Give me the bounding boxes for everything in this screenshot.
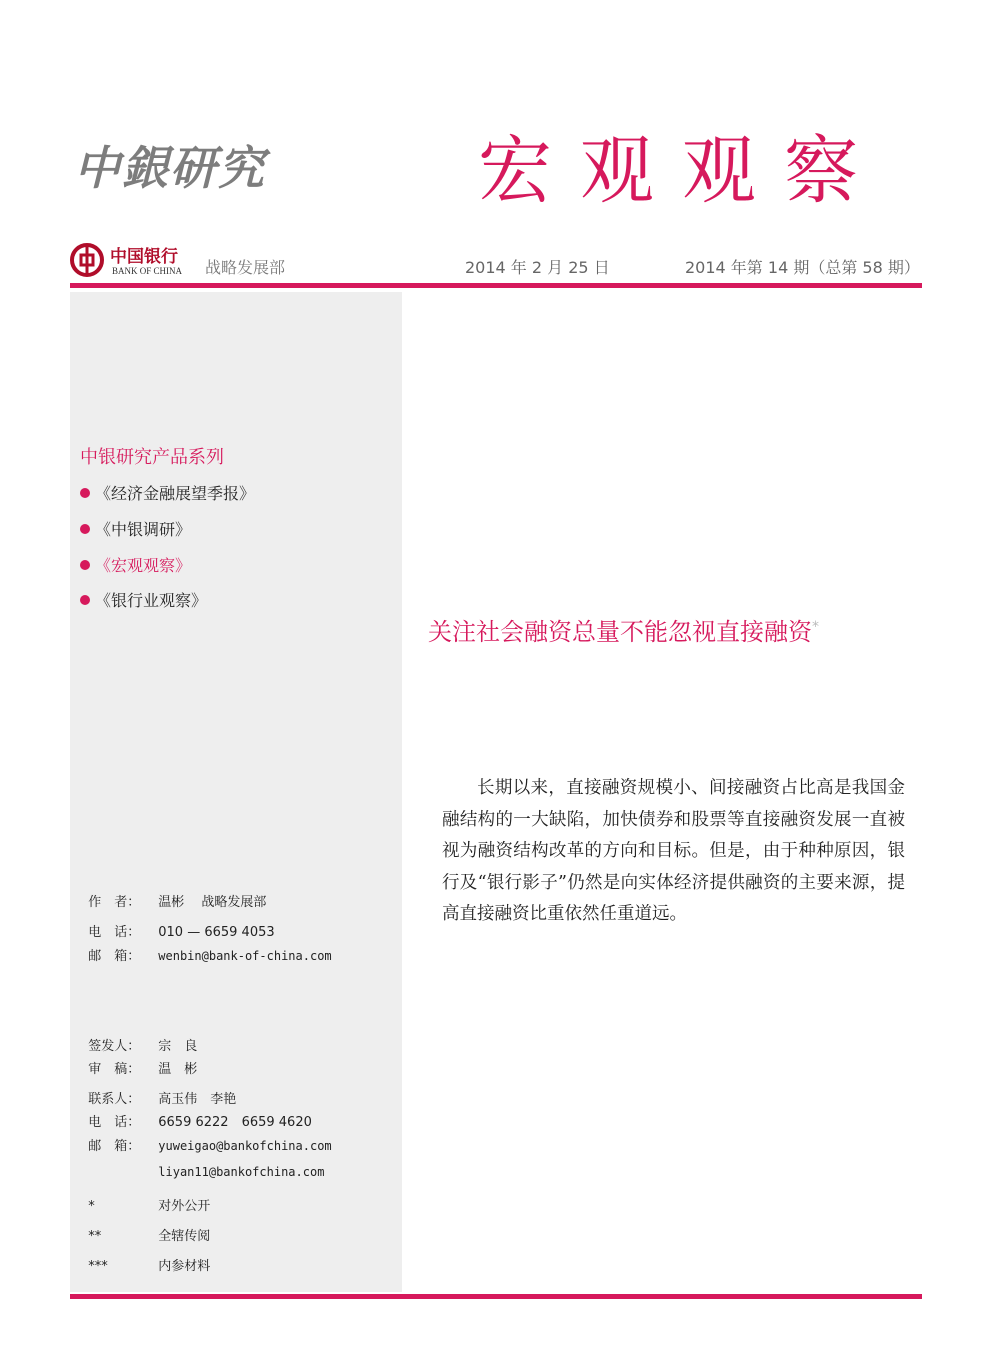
phone-key: 电 话： <box>88 925 141 940</box>
bullet-icon <box>80 488 90 498</box>
report-title: 宏观观察 <box>478 128 886 214</box>
series-item-active <box>80 553 191 576</box>
bullet-icon <box>80 595 90 605</box>
series-item-label: 《中银调研》 <box>95 520 192 539</box>
bank-name-en: BANK OF CHINA <box>112 266 183 276</box>
issue-number: 2014 年第 14 期（总第 58 期） <box>685 258 920 277</box>
series-item-label: 《宏观观察》 <box>95 556 192 575</box>
contact-email-row-2 <box>80 1150 324 1180</box>
series-item <box>80 588 207 611</box>
title-footnote-mark: * <box>812 619 819 635</box>
bullet-icon <box>80 524 90 534</box>
classification-label: 全辖传阅 <box>158 1229 211 1244</box>
footer-divider <box>70 1294 922 1299</box>
phone-value: 010 — 6659 4053 <box>158 925 275 940</box>
classification-mark: *** <box>88 1259 108 1274</box>
classification-row <box>80 1210 210 1244</box>
article-title-text: 关注社会融资总量不能忽视直接融资 <box>428 618 812 646</box>
classification-row <box>80 1180 210 1214</box>
phone-key: 电 话： <box>88 1115 141 1130</box>
series-item <box>80 481 255 504</box>
classification-mark: ** <box>88 1229 102 1244</box>
department-label: 战略发展部 <box>205 258 286 277</box>
email-link[interactable]: wenbin@bank-of-china.com <box>158 949 332 963</box>
author-value: 温彬 战略发展部 <box>158 895 267 910</box>
author-row <box>80 876 266 910</box>
signer-key: 签发人： <box>88 1039 141 1054</box>
bank-name-cn: 中国银行 <box>110 247 178 267</box>
phone-value: 6659 6222 6659 4620 <box>158 1115 312 1130</box>
classification-label: 内参材料 <box>158 1259 211 1274</box>
author-key: 作 者： <box>88 895 141 910</box>
email-link[interactable]: yuweigao@bankofchina.com <box>158 1139 332 1153</box>
email-link[interactable]: liyan11@bankofchina.com <box>158 1165 325 1179</box>
email-key: 邮 箱： <box>88 1139 141 1154</box>
email-key: 邮 箱： <box>88 949 141 964</box>
reviewer-row <box>80 1043 197 1077</box>
author-email-row <box>80 930 332 964</box>
series-item <box>80 517 191 540</box>
classification-label: 对外公开 <box>158 1199 211 1214</box>
contact-email-row <box>80 1120 332 1154</box>
series-item-label: 《经济金融展望季报》 <box>95 484 256 503</box>
contact-key: 联系人： <box>88 1092 141 1107</box>
contact-value: 高玉伟 李艳 <box>158 1092 237 1107</box>
reviewer-value: 温 彬 <box>158 1062 198 1077</box>
signer-value: 宗 良 <box>158 1039 198 1054</box>
classification-row <box>80 1240 210 1274</box>
reviewer-key: 审 稿： <box>88 1062 141 1077</box>
header-divider <box>70 283 922 288</box>
bullet-icon <box>80 560 90 570</box>
series-heading: 中银研究产品系列 <box>80 447 224 468</box>
brand-logo: 中銀研究 <box>74 141 266 195</box>
article-title <box>428 612 819 647</box>
series-item-label: 《银行业观察》 <box>95 591 208 610</box>
bank-of-china-logo-icon <box>70 243 104 277</box>
issue-date: 2014 年 2 月 25 日 <box>465 258 610 277</box>
classification-mark: * <box>88 1199 95 1214</box>
article-summary: 长期以来，直接融资规模小、间接融资占比高是我国金融结构的一大缺陷，加快债券和股票等直接融资发展一直被视为融资结构改革的方向和目标。但是，由于种种原因，银行及“银行影子”仍然是向实体经济提供融资的主要来源，提高直接融资比重依然任重道远。 <box>442 778 905 924</box>
